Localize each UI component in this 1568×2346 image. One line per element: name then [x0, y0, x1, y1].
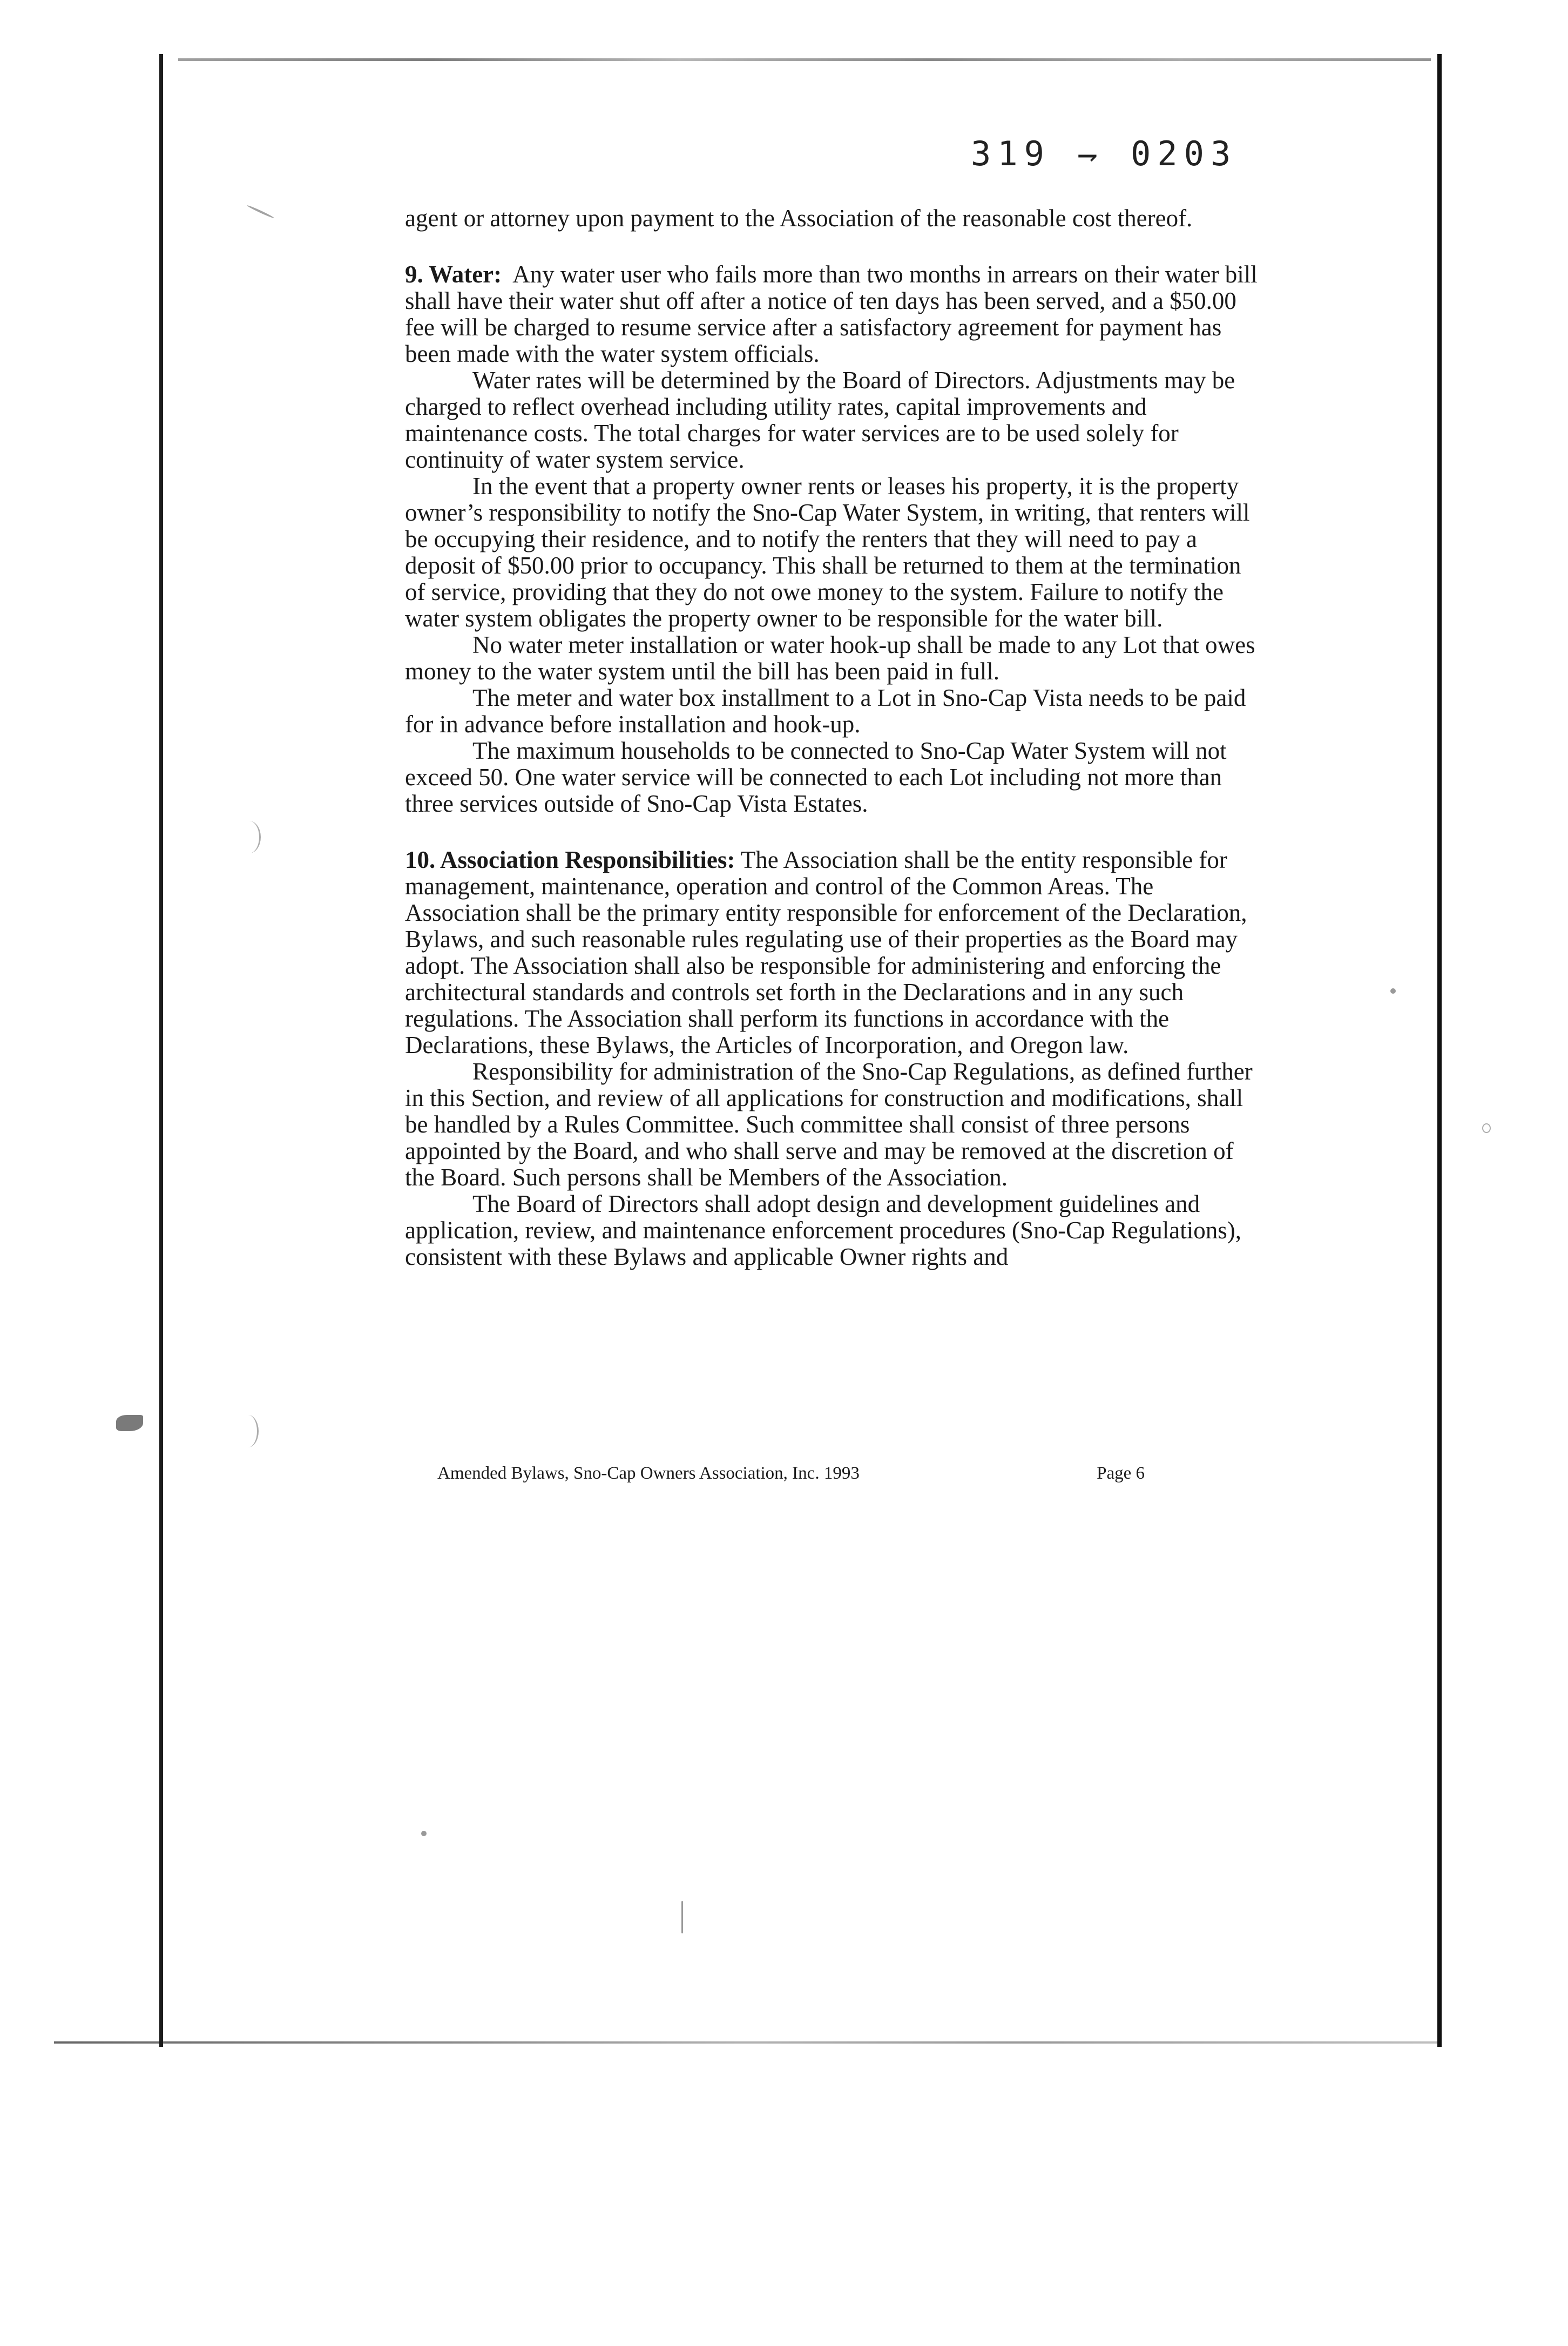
scan-border-right — [1437, 54, 1442, 2047]
meter-payment-paragraph: The meter and water box installment to a Lot in Sno-Cap Vista needs to be paid for in advance before installation and hook-up. — [405, 684, 1246, 738]
document-body — [405, 205, 1263, 1270]
section-association — [405, 847, 1263, 1270]
scan-speck — [238, 1415, 259, 1447]
scan-speck — [681, 1901, 683, 1933]
section-water-lead-text: Any water user who fails more than two months in arrears on their water bill shall have their water shut off after a notice of ten days has been served, and a $50.00 fee will be charged to resume service after a satisfactory agreement for payment has been made with the water system officials. — [405, 261, 1258, 367]
section-water — [405, 261, 1263, 817]
scan-speck — [421, 1831, 427, 1836]
design-guidelines-paragraph: The Board of Directors shall adopt design and development guidelines and application, review, and maintenance enforcement procedures (Sno-Cap Regulations), consistent with these Bylaws and applicable Owner rights and — [405, 1190, 1242, 1270]
footer-title: Amended Bylaws, Sno-Cap Owners Association, Inc. 1993 — [437, 1464, 860, 1483]
intro-paragraph: agent or attorney upon payment to the Association of the reasonable cost thereof. — [405, 205, 1193, 232]
rules-committee-paragraph: Responsibility for administration of the Sno-Cap Regulations, as defined further in this Section, and review of all applications for construction and modifications, shall be handled by a Rules Committee. Such committee shall consist of three persons appointed by the Board, and who shall serve and may be removed at the discretion of the Board. Such persons shall be Members of the Association. — [405, 1058, 1253, 1191]
renters-paragraph: In the event that a property owner rents or leases his property, it is the property owner’s responsibility to notify the Sno-Cap Water System, in writing, that renters will be occupying their residence, and to notify the renters that they will need to pay a deposit of $50.00 prior to occupancy. This shall be returned to them at the termination of service, providing that they do not owe money to the system. Failure to notify the water system obligates the property owner to be responsible for the water bill. — [405, 473, 1250, 632]
scan-speck — [238, 821, 261, 853]
section-water-lead — [405, 261, 1263, 367]
section-association-heading: 10. Association Responsibilities: — [405, 846, 735, 873]
water-rates-paragraph: Water rates will be determined by the Board of Directors. Adjustments may be charged to reflect overhead including utility rates, capital improvements and maintenance costs. The total charges for water services are to be used solely for continuity of water system service. — [405, 367, 1235, 473]
scan-border-bottom — [54, 2041, 1442, 2044]
scan-border-top — [178, 58, 1431, 61]
section-association-lead-text: The Association shall be the entity responsible for management, maintenance, operation and control of the Common Areas. The Association shall be the primary entity responsible for enforcement of the Declaration, Bylaws, and such reasonable rules regulating use of their properties as the Board may adopt. The Association shall also be responsible for administering and enforcing the architectural standards and controls set forth in the Declarations and in any such regulations. The Association shall perform its functions in accordance with the Declarations, these Bylaws, the Articles of Incorporation, and Oregon law. — [405, 846, 1247, 1059]
page-footer — [437, 1464, 1193, 1484]
section-water-heading: 9. Water: — [405, 261, 502, 288]
max-households-paragraph: The maximum households to be connected to Sno-Cap Water System will not exceed 50. One water service will be connected to each Lot including not more than three services outside of Sno-Cap Vista Estates. — [405, 737, 1227, 817]
scan-speck — [247, 205, 275, 219]
section-association-lead — [405, 847, 1263, 1059]
scan-border-left — [159, 54, 163, 2047]
meter-installation-paragraph: No water meter installation or water hook-up shall be made to any Lot that owes money to the water system until the bill has been paid in full. — [405, 631, 1255, 685]
scan-speck — [1482, 1123, 1491, 1133]
scan-speck — [116, 1415, 143, 1431]
page-number: Page 6 — [1097, 1464, 1145, 1483]
document-number: 319 ⇁ 0203 — [971, 134, 1238, 173]
scan-speck — [1390, 988, 1396, 994]
